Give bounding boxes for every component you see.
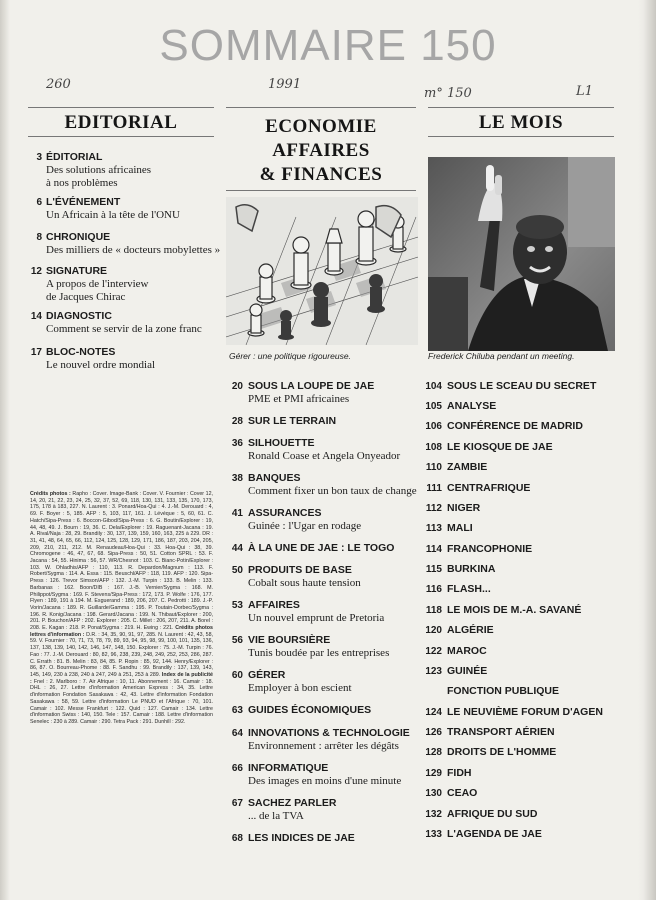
item-heading: GUIDES ÉCONOMIQUES: [248, 704, 372, 716]
page-number: 114: [425, 544, 442, 555]
page-number: 50: [231, 565, 243, 576]
item-heading: CENTRAFRIQUE: [447, 482, 531, 494]
description-line: Un Africain à la tête de l'ONU: [46, 209, 180, 221]
item-description: [46, 244, 236, 257]
economie-heading-line-3: & FINANCES: [259, 164, 383, 185]
item-description: PME et PMI africaines: [248, 393, 350, 405]
economie-item[interactable]: [226, 669, 426, 697]
advertising-index-text: Fnel : 2. Marlboro : 7. Air Afrique : 10, 11. Abonnement : 16. Camair : 18. DHL : 26, 27. Lettre d'information American Express : 34, 35. Lettre d'information Fondation Sasakawa : 42, 43. Lettre d'information Fondation Sasakawa : 58, 59. Lettre d'information Le PNUD et l'Afrique : 70, 101. Camair : 102. Messe Frankfurt : 122. Quid : 127. Camair : 134. Lettre d'information Swiss : 140, 150. Tele : 157. Camair : 188. Lettre d'information Senelec : 230 à 289. Camair : 290. Tetra Pack : 291. Dunhill : 292.: [30, 678, 213, 725]
item-description: [46, 359, 236, 372]
page-number: 28: [231, 416, 243, 427]
editorial-item[interactable]: [30, 346, 230, 374]
page-number: 123: [425, 666, 442, 677]
item-heading: ZAMBIE: [447, 461, 488, 473]
page-number: 115: [425, 564, 442, 575]
item-heading: L'AGENDA DE JAE: [447, 828, 542, 840]
economie-item[interactable]: [226, 472, 426, 500]
handwritten-note-right-a: m° 150: [424, 86, 472, 101]
lemois-heading: LE MOIS: [478, 112, 564, 133]
item-description: [46, 278, 236, 304]
description-line: Des milliers de « docteurs mobylettes »: [46, 244, 221, 256]
item-description: [46, 209, 236, 222]
lemois-photo-caption: Frederick Chiluba pendant un meeting.: [428, 351, 575, 361]
economie-item[interactable]: [226, 832, 426, 846]
item-heading: AFFAIRES: [248, 599, 300, 611]
item-heading: ANALYSE: [447, 400, 497, 412]
item-description: [46, 164, 236, 190]
editorial-item[interactable]: [30, 151, 230, 191]
credits-block: [30, 491, 213, 726]
item-heading: SUR LE TERRAIN: [248, 415, 337, 427]
item-description: ... de la TVA: [248, 810, 304, 822]
page-number: 110: [425, 462, 442, 473]
page-number: 126: [425, 727, 442, 738]
page-number: 6: [36, 197, 42, 208]
item-heading: TRANSPORT AÉRIEN: [447, 726, 555, 738]
lemois-item[interactable]: [420, 665, 620, 679]
economie-item[interactable]: [226, 704, 426, 718]
item-heading: INNOVATIONS & TECHNOLOGIE: [248, 727, 410, 739]
item-heading: ÉDITORIAL: [46, 151, 103, 163]
speaker-portrait-icon: [428, 157, 615, 351]
lemois-top-rule: [428, 107, 614, 108]
handwritten-note-right-b: L1: [576, 84, 593, 99]
economie-item[interactable]: [226, 797, 426, 825]
page-title: SOMMAIRE 150: [159, 21, 497, 70]
lemois-item[interactable]: [420, 543, 620, 557]
page-number: 128: [425, 747, 442, 758]
lemois-item[interactable]: [420, 522, 620, 536]
page-number: 20: [231, 381, 243, 392]
page-number: 12: [30, 266, 42, 277]
lemois-item[interactable]: [420, 563, 620, 577]
chess-drawing-icon: [226, 197, 418, 345]
description-line: Comment se servir de la zone franc: [46, 323, 202, 335]
lemois-item[interactable]: [420, 787, 620, 801]
economie-heading-line-1: ECONOMIE: [265, 116, 377, 137]
economie-item[interactable]: [226, 727, 426, 755]
item-heading: ALGÉRIE: [447, 624, 494, 636]
description-line: A propos de l'interview: [46, 278, 149, 290]
item-heading: BANQUES: [248, 472, 301, 484]
description-line: Des solutions africaines: [46, 164, 152, 176]
item-heading: FRANCOPHONIE: [447, 543, 533, 555]
page-number: 8: [36, 232, 42, 243]
page-number: 105: [425, 401, 442, 412]
page-number: 120: [425, 625, 442, 636]
item-heading: LES INDICES DE JAE: [248, 832, 355, 844]
item-heading: SIGNATURE: [46, 265, 108, 277]
item-heading: MALI: [447, 522, 473, 534]
page-number: 124: [425, 707, 442, 718]
page-number: 68: [231, 833, 243, 844]
page-number: 63: [231, 705, 243, 716]
item-description: Employer à bon escient: [248, 682, 352, 694]
economie-item[interactable]: [226, 542, 426, 556]
economie-item[interactable]: [226, 380, 426, 408]
item-heading: FONCTION PUBLIQUE: [447, 685, 559, 697]
lemois-item[interactable]: [420, 604, 620, 618]
credits-letters-label: Crédits photos lettres d'information :: [30, 625, 213, 638]
editorial-item[interactable]: [30, 310, 230, 338]
page-number: 66: [231, 763, 243, 774]
page-number: 106: [425, 421, 442, 432]
page-number: 67: [231, 798, 243, 809]
item-heading: FLASH...: [447, 583, 491, 595]
page-number: 104: [425, 381, 442, 392]
item-description: Un nouvel emprunt de Pretoria: [248, 612, 385, 624]
page-number: 38: [231, 473, 243, 484]
item-description: [46, 323, 236, 336]
lemois-bottom-rule: [428, 136, 614, 137]
lemois-item[interactable]: [420, 767, 620, 781]
item-heading: BLOC-NOTES: [46, 346, 116, 358]
page-number: 116: [425, 584, 442, 595]
advertising-index-label: Index de la publicité :: [30, 671, 213, 685]
page-number: 118: [425, 605, 442, 616]
lemois-item[interactable]: [420, 706, 620, 720]
page-number: 133: [425, 829, 442, 840]
item-heading: LE KIOSQUE DE JAE: [447, 441, 553, 453]
chiluba-photo: [428, 157, 615, 351]
item-heading: MAROC: [447, 645, 487, 657]
item-heading: DROITS DE L'HOMME: [447, 746, 557, 758]
item-heading: CEAO: [447, 787, 478, 799]
economie-heading-line-2: AFFAIRES: [272, 140, 370, 161]
credits-letters-text: D.R. : 34, 35, 90, 91, 97, 285. N. Laurent : 42, 43, 58, 59. V. Fournier : 70, 71, 73, 78, 79, 89, 93, 94, 95, 98, 99, 100, 101, 135, 136, 137, 138, 139, 140, 142, 146, 147, 148, 150. Explorer : 75. J.-M. Turpin : 76. Fao : 77. J.-M. Derouard : 80, 82, 96, 238, 239, 248, 249, 252, 253, 286, 287. C. Errath : 81. B. Melin : 83, 84, 85. P. Ropin : 85, 92, 144. Henry/Explorer : 86, 87. O. Bourreau-Phome : 88. F. Sandhu : 99. Brandily : 137, 139, 143, 145, 149, 230 à 238, 240 à 247, 249 à 251, 253 à 289.: [30, 631, 213, 678]
page-number: 108: [425, 442, 442, 453]
page-number: 44: [231, 543, 243, 554]
item-heading: CONFÉRENCE DE MADRID: [447, 420, 583, 432]
economie-item[interactable]: [226, 437, 426, 465]
description-line: de Jacques Chirac: [46, 291, 126, 303]
page-number: 113: [425, 523, 442, 534]
lemois-item[interactable]: [420, 726, 620, 740]
item-heading: LE MOIS DE M.-A. SAVANÉ: [447, 604, 582, 616]
lemois-item[interactable]: [420, 583, 620, 597]
lemois-item[interactable]: [420, 828, 620, 842]
credits-photos-label: Crédits photos :: [30, 491, 71, 497]
item-heading: GUINÉE: [447, 665, 488, 677]
item-heading: BURKINA: [447, 563, 496, 575]
lemois-item[interactable]: [420, 482, 620, 496]
item-heading: SACHEZ PARLER: [248, 797, 337, 809]
economie-item[interactable]: [226, 762, 426, 790]
description-line: Le nouvel ordre mondial: [46, 359, 156, 371]
page-number: 41: [231, 508, 243, 519]
lemois-item[interactable]: [420, 441, 620, 455]
item-description: Ronald Coase et Angela Onyeador: [248, 450, 401, 462]
editorial-bottom-rule: [28, 136, 214, 137]
item-heading: LE NEUVIÈME FORUM D'AGEN: [447, 706, 603, 718]
page-number: 3: [36, 152, 42, 163]
lemois-item[interactable]: [420, 746, 620, 760]
page-number: 111: [426, 483, 442, 494]
item-heading: L'ÉVÉNEMENT: [46, 196, 121, 208]
page-number: 64: [231, 728, 243, 739]
economie-item[interactable]: [226, 599, 426, 627]
page-number: 36: [231, 438, 243, 449]
item-heading: SOUS LE SCEAU DU SECRET: [447, 380, 597, 392]
credits-photos-text: Rapho : Cover. Image-Bank : Cover. V. Fournier : Cover 12, 14, 20, 21, 22, 23, 24, 25, 32, 37, 52, 69, 118, 130, 131, 133, 135, 170, 173, 175, 178 à 183, 227. N. Laurent : 3. Ponard/Hoa-Qui : 4. J.-M. Derouard : 4, 69. F. Boyer : 5, 185. AFP : 5, 103, 117, 161. J. Lévéque : 5, 60, 61. C. Hatch/Sipa-Press : 6. Boccon-Gibod/Sipa-Press : 6. G. Boutin/Explorer : 19, 44, 48, 49. J. Bourn : 19, 36. C. Dela/Explorer : 19. Raguenant-Jacana : 19. A. Rival/Naja : 28, 29. Brandily : 30, 137, 139, 159, 160, 163, 225 à 229. DR : 31, 41, 48, 64, 65, 66, 112, 124, 125, 128, 129, 171, 186, 187, 203, 204, 205, 209, 210, 211, 212. M. Renaudeau/Hoa-Qui : 33. Hoa-Qui : 38, 39. Chromogene : 46, 47, 67, 68. Sipa-Press : 50, 51. Cotton SPRL : 53. F. Jacana : 54, 55. Hinima : 56, 57. WR/Chesnot : 103. C. Bianc-Potin/Explorer : 103. W. Ohladhis/AFP : 110, 113. R. Depardon/Magnum : 113. F. Robert/Sygma : 114. A. Essa : 115. Beuschl/AFP : 118, 119. AFP : 120. Sipa-Press : 126. Trevor Simson/AFP : 132. J.-M. Turpin : 133. B. Melin : 133. Barbanas : 162. Boon/DIB : 167. J.-B. Vernier/Sygma : 168. M. Philippot/Sygma : 169. F. Stevens/Sipa-Press : 172, 173. P. Wolfe : 176, 177. Flyen : 189, 191 à 194. M. Esguerand : 189, 206, 207. C. Pedrotti : 189. J.-P. Vorin/Jacana : 189. R. Guillarde/Gamma : 195. P. Toutain-Dorbec/Sygma : 196. R. Konig/Jacana : 198. Gerard/Jacana : 199. N. Thibaut/Explorer : 200, 201. P. Bouchon/AFP : 202. Explorer : 205. C. Millet : 206, 207, 211. A. Borel : 208. E. Kagan : 218. P. Ponat/Sygma : 219. H. Ewing : 221.: [30, 491, 214, 632]
item-heading: DIAGNOSTIC: [46, 310, 112, 322]
economie-top-rule: [226, 107, 416, 108]
item-description: Guinée : l'Ugar en rodage: [248, 520, 362, 532]
editorial-item[interactable]: [30, 196, 230, 224]
handwritten-note-middle: 1991: [268, 77, 302, 92]
binding-shadow: [0, 0, 10, 900]
item-description: Environnement : arrêter les dégâts: [248, 740, 399, 752]
item-description: Tunis boudée par les entreprises: [248, 647, 390, 659]
lemois-item[interactable]: [420, 645, 620, 659]
editorial-heading: EDITORIAL: [64, 112, 178, 133]
editorial-top-rule: [28, 107, 214, 108]
description-line: à nos problèmes: [46, 177, 118, 189]
chess-illustration: [226, 197, 418, 345]
item-description: Des images en moins d'une minute: [248, 775, 402, 787]
page-number: 14: [30, 311, 42, 322]
item-heading: À LA UNE DE JAE : LE TOGO: [248, 542, 395, 554]
page-number: 60: [231, 670, 243, 681]
item-heading: VIE BOURSIÈRE: [248, 634, 331, 646]
page-number: 17: [30, 347, 42, 358]
item-heading: PRODUITS DE BASE: [248, 564, 352, 576]
item-heading: NIGER: [447, 502, 481, 514]
item-heading: AFRIQUE DU SUD: [447, 808, 538, 820]
lemois-item[interactable]: [420, 502, 620, 516]
economie-item[interactable]: [226, 564, 426, 592]
item-heading: FIDH: [447, 767, 472, 779]
economie-bottom-rule: [226, 190, 416, 191]
item-heading: SOUS LA LOUPE DE JAE: [248, 380, 375, 392]
item-heading: ASSURANCES: [248, 507, 322, 519]
page-number: 122: [425, 646, 442, 657]
lemois-item[interactable]: [420, 400, 620, 414]
lemois-item[interactable]: [420, 808, 620, 822]
item-description: Cobalt sous haute tension: [248, 577, 361, 589]
lemois-item[interactable]: [420, 685, 620, 699]
item-heading: SILHOUETTE: [248, 437, 315, 449]
page-number: 56: [231, 635, 243, 646]
editorial-item[interactable]: [30, 265, 230, 305]
lemois-item[interactable]: [420, 420, 620, 434]
page-edge-shadow: [638, 0, 656, 900]
page-number: 130: [425, 788, 442, 799]
lemois-item[interactable]: [420, 461, 620, 475]
item-description: Comment fixer un bon taux de change: [248, 485, 417, 497]
page-number: 132: [425, 809, 442, 820]
economie-item[interactable]: [226, 634, 426, 662]
item-heading: CHRONIQUE: [46, 231, 111, 243]
page-number: 129: [425, 768, 442, 779]
economie-item[interactable]: [226, 507, 426, 535]
page-number: 112: [425, 503, 442, 514]
handwritten-note-left: 260: [46, 77, 71, 92]
lemois-item[interactable]: [420, 624, 620, 638]
item-heading: GÉRER: [248, 669, 286, 681]
lemois-item[interactable]: [420, 380, 620, 394]
item-heading: INFORMATIQUE: [248, 762, 329, 774]
economie-photo-caption: Gérer : une politique rigoureuse.: [229, 351, 351, 361]
page-number: 53: [231, 600, 243, 611]
economie-item[interactable]: [226, 415, 426, 429]
editorial-item[interactable]: [30, 231, 230, 259]
